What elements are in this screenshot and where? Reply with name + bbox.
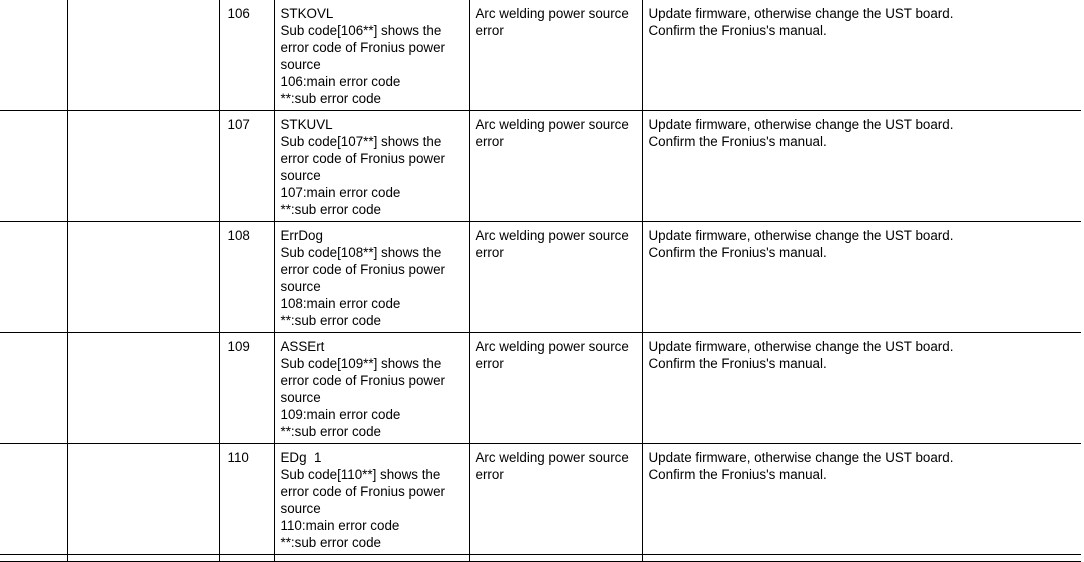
error-code-cell: 109 (219, 333, 274, 444)
remedy-line: Confirm the Fronius's manual. (648, 356, 827, 371)
category-line: Arc welding power source (475, 6, 629, 21)
cause-line: source (280, 168, 321, 183)
empty-cell (219, 555, 274, 562)
cause-cell (274, 444, 469, 555)
cause-line: Sub code[106**] shows the (280, 23, 442, 38)
category-line: error (475, 467, 504, 482)
empty-cell (67, 555, 219, 562)
error-name: STKUVL (280, 117, 333, 132)
empty-cell (67, 111, 219, 222)
cause-line: error code of Fronius power (280, 484, 445, 499)
empty-cell (67, 333, 219, 444)
category-line: Arc welding power source (475, 228, 629, 243)
category-line: error (475, 23, 504, 38)
cause-line: 110:main error code (280, 518, 400, 533)
error-code-cell: 107 (219, 111, 274, 222)
empty-cell (469, 555, 642, 562)
cause-line: error code of Fronius power (280, 262, 445, 277)
empty-cell (67, 444, 219, 555)
category-line: Arc welding power source (475, 117, 629, 132)
remedy-cell (642, 333, 1081, 444)
category-cell (469, 111, 642, 222)
category-line: Arc welding power source (475, 450, 629, 465)
remedy-line: Confirm the Fronius's manual. (648, 23, 827, 38)
cause-line: error code of Fronius power (280, 40, 445, 55)
cause-line: Sub code[108**] shows the (280, 245, 442, 260)
cause-line: **:sub error code (280, 535, 381, 550)
cause-line: **:sub error code (280, 202, 381, 217)
cause-cell (274, 0, 469, 111)
empty-cell (274, 555, 469, 562)
category-line: Arc welding power source (475, 339, 629, 354)
cause-line: **:sub error code (280, 424, 381, 439)
cause-line: source (280, 501, 321, 516)
category-cell (469, 0, 642, 111)
empty-cell (0, 0, 67, 111)
empty-cell (67, 0, 219, 111)
error-code-cell: 106 (219, 0, 274, 111)
empty-cell (67, 222, 219, 333)
category-cell (469, 333, 642, 444)
cause-cell (274, 333, 469, 444)
table-row (0, 333, 1081, 444)
cause-cell (274, 222, 469, 333)
empty-cell (0, 555, 67, 562)
table-row (0, 111, 1081, 222)
remedy-line: Update firmware, otherwise change the UST board. (648, 117, 954, 132)
cause-line: **:sub error code (280, 91, 381, 106)
error-name: EDg 1 (280, 450, 322, 465)
cause-line: error code of Fronius power (280, 373, 445, 388)
cause-cell (274, 111, 469, 222)
remedy-line: Update firmware, otherwise change the UST board. (648, 6, 954, 21)
remedy-line: Update firmware, otherwise change the UST board. (648, 450, 954, 465)
cause-line: source (280, 390, 321, 405)
error-code-cell: 108 (219, 222, 274, 333)
category-cell (469, 444, 642, 555)
cause-line: source (280, 279, 321, 294)
empty-cell (0, 111, 67, 222)
remedy-cell (642, 111, 1081, 222)
remedy-line: Update firmware, otherwise change the UST board. (648, 228, 954, 243)
table-row (0, 444, 1081, 555)
cause-line: 106:main error code (280, 74, 401, 89)
error-name: ErrDog (280, 228, 323, 243)
cause-line: 107:main error code (280, 185, 401, 200)
remedy-line: Confirm the Fronius's manual. (648, 467, 827, 482)
empty-cell (642, 555, 1081, 562)
remedy-line: Confirm the Fronius's manual. (648, 134, 827, 149)
cause-line: **:sub error code (280, 313, 381, 328)
category-cell (469, 222, 642, 333)
cause-line: Sub code[110**] shows the (280, 467, 441, 482)
table-row-partial (0, 555, 1081, 562)
empty-cell (0, 333, 67, 444)
category-line: error (475, 245, 504, 260)
table-row (0, 0, 1081, 111)
cause-line: 108:main error code (280, 296, 401, 311)
cause-line: Sub code[107**] shows the (280, 134, 442, 149)
cause-line: 109:main error code (280, 407, 401, 422)
remedy-line: Confirm the Fronius's manual. (648, 245, 827, 260)
table-row (0, 222, 1081, 333)
error-name: STKOVL (280, 6, 334, 21)
remedy-cell (642, 222, 1081, 333)
remedy-line: Update firmware, otherwise change the UST board. (648, 339, 954, 354)
cause-line: error code of Fronius power (280, 151, 445, 166)
empty-cell (0, 444, 67, 555)
error-name: ASSErt (280, 339, 325, 354)
error-code-cell: 110 (219, 444, 274, 555)
category-line: error (475, 134, 504, 149)
remedy-cell (642, 0, 1081, 111)
cause-line: source (280, 57, 321, 72)
cause-line: Sub code[109**] shows the (280, 356, 442, 371)
category-line: error (475, 356, 504, 371)
remedy-cell (642, 444, 1081, 555)
empty-cell (0, 222, 67, 333)
